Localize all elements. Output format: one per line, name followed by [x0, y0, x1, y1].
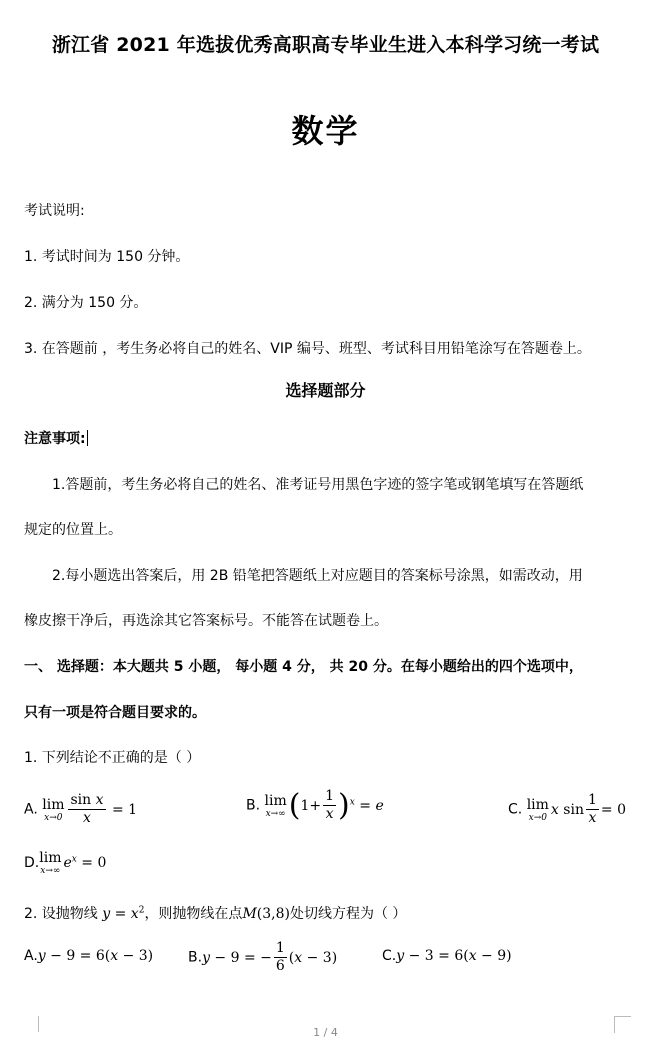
formula: $y = x^2$ [102, 905, 145, 922]
instruction-item-3: 3. 在答题前 ，考生务必将自己的姓名、VIP 编号、班型、考试科目用铅笔涂写在答题卷上。 [24, 341, 591, 357]
note-1-line-1: 1.答题前，考生务必将自己的姓名、准考证号用黑色字迹的签字笔或钢笔填写在答题纸 [52, 477, 584, 493]
note-2-line-2: 橡皮擦干净后，再选涂其它答案标号。不能答在试题卷上。 [24, 613, 388, 629]
formula: M(3,8) [242, 906, 290, 922]
instruction-item-1: 1. 考试时间为 150 分钟。 [24, 249, 190, 265]
option-label: D. [24, 855, 40, 871]
note-2-line-1: 2.每小题选出答案后，用 2B 铅笔把答题纸上对应题目的答案标号涂黑，如需改动，用 [52, 568, 583, 584]
page-number: 1 / 4 [313, 1026, 338, 1039]
formula: y − 9 = 6(x − 3) [37, 948, 154, 964]
option-label: A. [24, 948, 38, 964]
option-label: C. [508, 801, 523, 818]
option-label: B. [188, 949, 203, 966]
subject-title: 数学 [291, 112, 360, 150]
formula: lim x→0 x sin $\frac{1}{x}$ = 0 [526, 792, 626, 826]
stem-text: ，则抛物线在点 [144, 906, 243, 922]
section-heading: 选择题部分 [285, 381, 366, 400]
formula: y − 3 = 6(x − 9) [396, 948, 512, 964]
option-label: C. [382, 948, 397, 964]
stem-text: 处切线方程为（ ） [289, 906, 407, 922]
formula: y − 9 = − $\frac{1}{6}$ (x − 3) [202, 940, 338, 974]
text-cursor [87, 430, 88, 446]
stem-text: 2. 设抛物线 [24, 906, 98, 922]
part-one-heading-line-2: 只有一项是符合题目要求的。 [24, 705, 206, 721]
option-label: B. [246, 797, 261, 814]
instruction-item-2: 2. 满分为 150 分。 [24, 295, 148, 311]
question-1-option-d [24, 850, 106, 876]
formula: lim x→∞ $e^x = 0$ [39, 850, 107, 876]
formula: lim x→0 $\frac{\text{sin x}}{x}$ = 1 [42, 792, 138, 826]
question-1-option-b [246, 788, 384, 823]
instructions-heading: 考试说明: [24, 203, 85, 219]
question-2-stem [24, 903, 406, 923]
exam-title: 浙江省 2021 年选拔优秀高职高专毕业生进入本科学习统一考试 [51, 34, 600, 56]
question-1-option-c [508, 792, 626, 827]
formula: lim x→∞ (1+ $\frac{1}{x}$ )$^x$ = e [264, 787, 384, 823]
note-1-line-2: 规定的位置上。 [24, 522, 122, 538]
question-2-option-b [188, 940, 337, 975]
question-1-stem: 1. 下列结论不正确的是（ ） [24, 750, 201, 766]
question-2-option-a [24, 948, 153, 964]
option-label: A. [24, 801, 38, 818]
notes-heading: 注意事项: [24, 431, 86, 447]
part-one-heading-line-1: 一、 选择题：本大题共 5 小题， 每小题 4 分， 共 20 分。在每小题给出的四个选项中， [24, 659, 583, 675]
question-2-option-c [382, 948, 512, 964]
question-1-option-a [24, 792, 137, 827]
notes-heading-wrap[interactable] [24, 428, 88, 448]
